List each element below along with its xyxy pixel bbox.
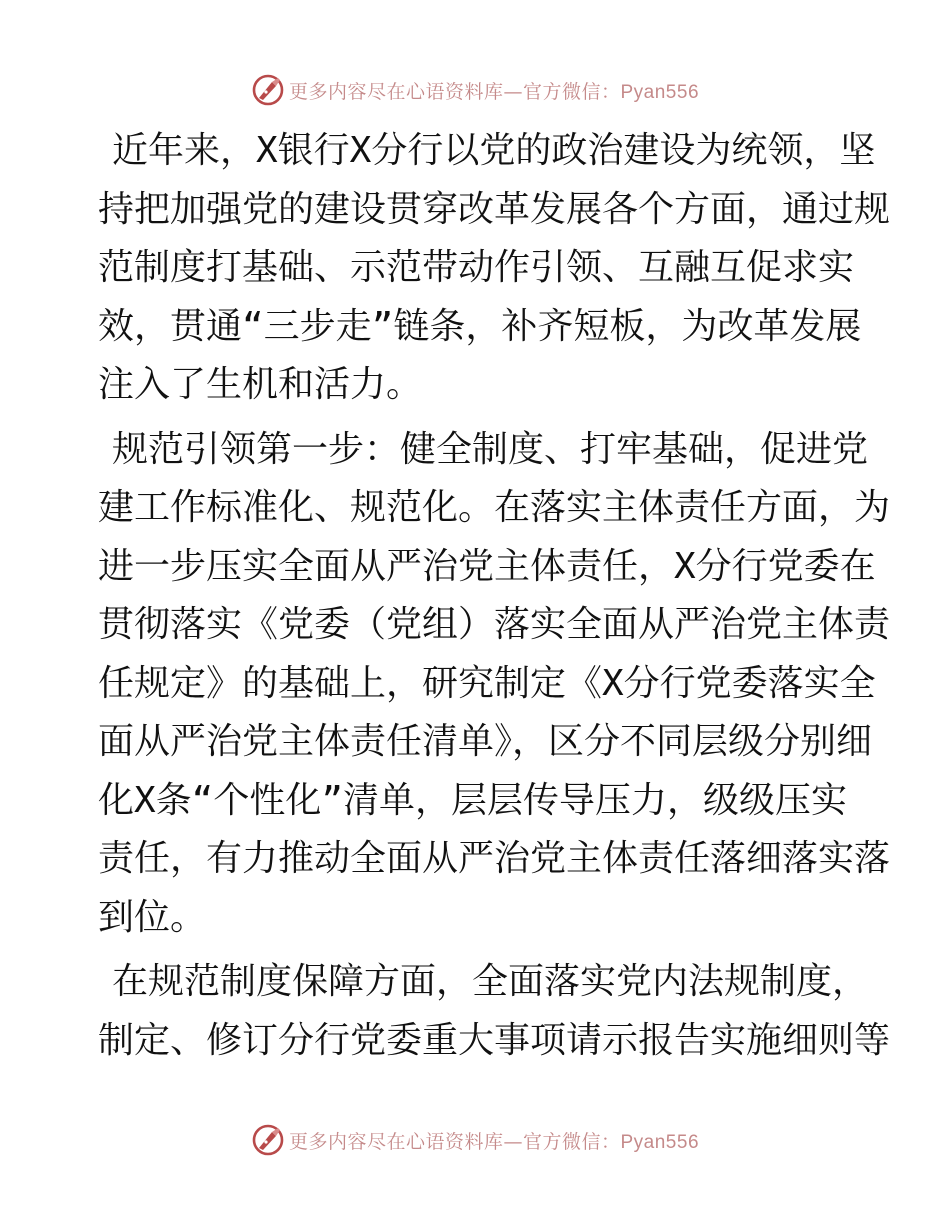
text-line: 任规定》的基础上，研究制定《X分行党委落实全 xyxy=(98,662,876,704)
pen-nib-logo-icon xyxy=(251,1123,285,1157)
text-line: 注入了生机和活力。 xyxy=(98,364,423,405)
banner-text xyxy=(289,1127,699,1154)
text-line: 面从严治党主体责任清单》，区分不同层级分别细 xyxy=(98,721,873,762)
paragraph-1 xyxy=(98,122,891,415)
text-line: 建工作标准化、规范化。在落实主体责任方面，为 xyxy=(98,487,891,528)
text-line: 贯彻落实《党委（党组）落实全面从严治党主体责 xyxy=(98,604,891,645)
text-line: 到位。 xyxy=(98,896,207,938)
text-line: 责任，有力推动全面从严治党主体责任落细落实落 xyxy=(98,838,891,879)
text-line: 化X条“个性化”清单，层层传导压力，级级压实 xyxy=(98,779,848,821)
footer-banner xyxy=(0,1120,950,1160)
text-line: 范制度打基础、示范带动作引领、互融互促求实 xyxy=(98,247,855,288)
banner-slogan: 更多内容尽在心语资料库—官方微信： xyxy=(288,80,621,103)
banner-wechat-id: Pyan556 xyxy=(620,1131,700,1153)
text-line: 规范引领第一步：健全制度、打牢基础，促进党 xyxy=(112,428,869,470)
header-banner xyxy=(0,70,950,110)
text-line: 效，贯通“三步走”链条，补齐短板，为改革发展 xyxy=(98,305,862,347)
text-line: 在规范制度保障方面，全面落实党内法规制度， xyxy=(112,961,869,1002)
banner-slogan: 更多内容尽在心语资料库—官方微信： xyxy=(288,1130,621,1153)
paragraph-3 xyxy=(98,953,891,1070)
text-line: 制定、修订分行党委重大事项请示报告实施细则等 xyxy=(98,1019,891,1061)
paragraph-2 xyxy=(98,421,891,948)
text-line: 进一步压实全面从严治党主体责任，X分行党委在 xyxy=(98,545,876,587)
banner-text xyxy=(289,77,699,104)
pen-nib-logo-icon xyxy=(251,73,285,107)
banner-wechat-id: Pyan556 xyxy=(620,81,700,103)
text-line: 近年来，X银行X分行以党的政治建设为统领，坚 xyxy=(112,130,876,171)
text-line: 持把加强党的建设贯穿改革发展各个方面，通过规 xyxy=(98,188,891,230)
document-body xyxy=(98,122,891,1076)
